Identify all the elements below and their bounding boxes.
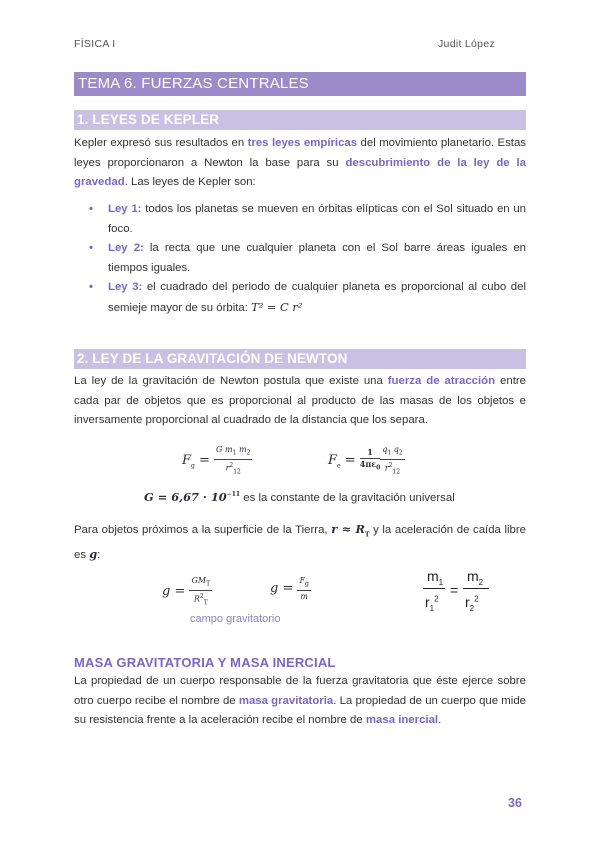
mass-radius-ratio-formula: $m_1$ $m_2$ = $r_1^2$ $r_2^2$ (423, 566, 503, 628)
kepler-third-law-formula: T² = C r² (251, 299, 303, 314)
mass-definition-paragraph: La propiedad de un cuerpo responsable de la fuerza gravitatoria que éste ejerce sobre otro cuerpo recibe el nombre de masa gravitatoria. La propiedad de un cuerpo que mide su resistencia frente a la aceleración recibe el nombre de masa inercial. (74, 675, 526, 726)
chapter-title-band (74, 72, 526, 96)
electric-force-formula: $F_e$ = $\frac{1}{4\pi\varepsilon_0}$ $\frac{q_1 q_2}{r^2_{12}}$ (328, 445, 403, 475)
gravitational-force-formula: $F_g$ = $\frac{G m_1 m_2}{r^2_{12}}$ (182, 445, 251, 475)
list-item: • Ley 2: la recta que une cualquier planeta con el Sol barre áreas iguales en tiempos iguales. (89, 242, 527, 274)
highlight-term: masa gravitatoria (238, 694, 334, 707)
page-number: 36 (508, 796, 522, 810)
gravity-field-ratio-formula: g = $\frac{F_g}{m}$ (270, 576, 309, 601)
section-heading-band (74, 349, 526, 369)
highlight-term: fuerza de atracción (387, 375, 496, 387)
radius-approx-formula: $r \approx R_T$ (331, 522, 370, 539)
highlight-term: masa inercial (365, 714, 439, 726)
section-heading: 2. LEY DE LA GRAVITACIÓN DE NEWTON (77, 351, 348, 366)
gravitational-constant: $G = 6,67 \cdot 10^{-11}$ (144, 490, 241, 504)
header-subject: FÍSICA I (74, 38, 116, 50)
newton-law-paragraph: La ley de la gravitación de Newton postula que existe una fuerza de atracción entre cada par de objetos que es proporcional al producto de las masas de los objetos e inversamente proporcional al cuadrado de la distancia que los separa. (74, 375, 526, 426)
highlight-term: tres leyes empíricas (247, 137, 358, 149)
subsection-heading: MASA GRAVITATORIA Y MASA INERCIAL (74, 655, 336, 670)
highlight-term: descubrimiento de la ley de la gravedad (74, 156, 526, 188)
chapter-title: TEMA 6. FUERZAS CENTRALES (78, 75, 309, 92)
gravity-field-formula: g = $\frac{GM_T}{R^2_T}$ (162, 576, 211, 606)
gravity-field-label: campo gravitatorio (190, 613, 281, 625)
kepler-laws-list (86, 200, 526, 318)
list-item: • Ley 1: todos los planetas se mueven en órbitas elípticas con el Sol situado en un foco. (89, 203, 527, 235)
surface-gravity-paragraph: Para objetos próximos a la superficie de la Tierra, $r \approx R_T$ y la aceleración de caída libre es g: (74, 522, 526, 561)
section-heading-band (74, 110, 526, 130)
list-item: • Ley 3: el cuadrado del periodo de cualquier planeta es proporcional al cubo del semieje mayor de su órbita: T² = C r² (89, 281, 526, 314)
section-heading: 1. LEYES DE KEPLER (77, 112, 220, 127)
header-author: Judit López (438, 38, 496, 50)
kepler-intro-paragraph: Kepler expresó sus resultados en tres leyes empíricas del movimiento planetario. Estas leyes proporcionaron a Newton la base para su descubrimiento de la ley de la gravedad. Las leyes de Kepler son: (74, 137, 527, 188)
gravitational-constant-line: $G = 6,67 \cdot 10^{-11}$ es la constante de la gravitación universal (144, 490, 455, 504)
